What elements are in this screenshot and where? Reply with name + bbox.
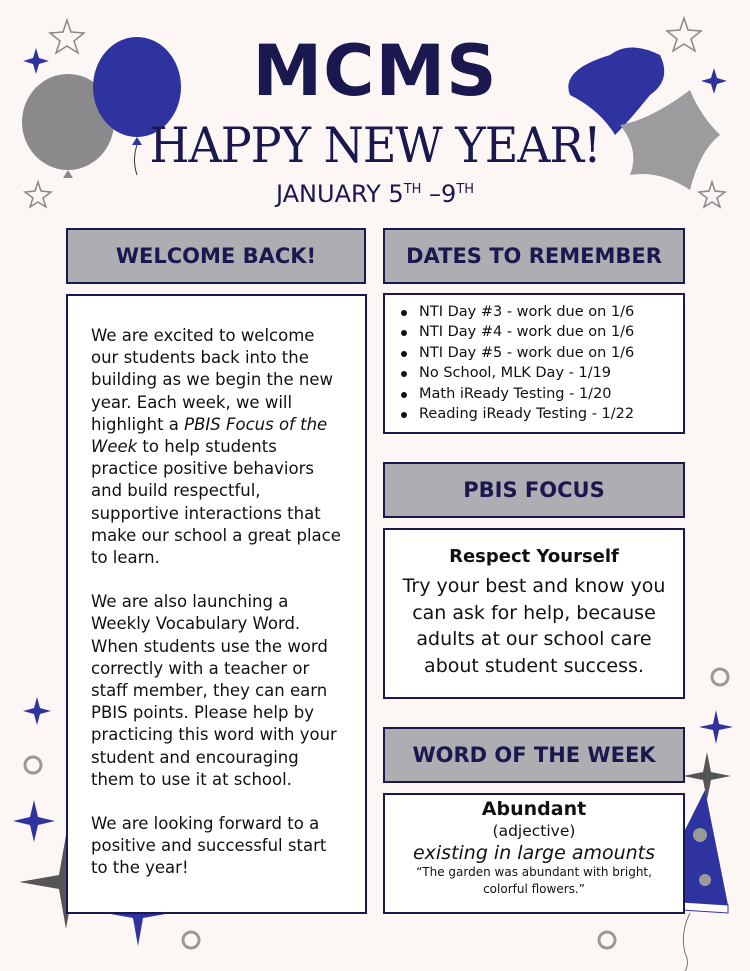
word: Abundant (481, 798, 587, 820)
pbis-box (383, 528, 685, 699)
date-item: NTI Day #3 - work due on 1/6 (385, 302, 683, 322)
page-title: MCMS (252, 30, 498, 112)
word-definition: existing in large amounts (412, 842, 656, 864)
word-example: “The garden was abundant with bright, colorful flowers.” (416, 865, 652, 896)
word-heading: WORD OF THE WEEK (383, 727, 685, 783)
dates-box (383, 293, 685, 434)
pbis-heading: PBIS FOCUS (383, 462, 685, 518)
pbis-body: Try your best and know you can ask for help, because adults at our school care about student success. (402, 575, 666, 677)
word-box (383, 793, 685, 914)
welcome-paragraph-3: We are looking forward to a positive and successful start to the year! (91, 814, 327, 878)
date-item: Reading iReady Testing - 1/22 (385, 404, 683, 424)
page-subtitle: HAPPY NEW YEAR! (149, 116, 601, 174)
date-item: Math iReady Testing - 1/20 (385, 384, 683, 404)
dates-list (385, 302, 683, 424)
welcome-paragraph-2: We are also launching a Weekly Vocabulary Word. When students use the word correctly with a teacher or staff member, they can earn PBIS points. Please help by practicing this word with your student and encouraging them to use it at school. (91, 592, 337, 789)
word-part-of-speech: (adjective) (492, 822, 576, 840)
welcome-heading: WELCOME BACK! (66, 228, 366, 284)
date-range: JANUARY 5TH –9TH (275, 180, 475, 208)
date-item: NTI Day #4 - work due on 1/6 (385, 322, 683, 342)
date-item: NTI Day #5 - work due on 1/6 (385, 343, 683, 363)
welcome-box (66, 294, 367, 914)
welcome-paragraph-1: We are excited to welcome our students back into the building as we begin the new year. Each week, we will highlight a PBIS Focus of the Week to help students practice positive behaviors and build respectful, supportive interactions that make our school a great place to learn. (91, 326, 341, 568)
date-item: No School, MLK Day - 1/19 (385, 363, 683, 383)
pbis-title: Respect Yourself (449, 546, 619, 567)
dates-heading: DATES TO REMEMBER (383, 228, 685, 284)
